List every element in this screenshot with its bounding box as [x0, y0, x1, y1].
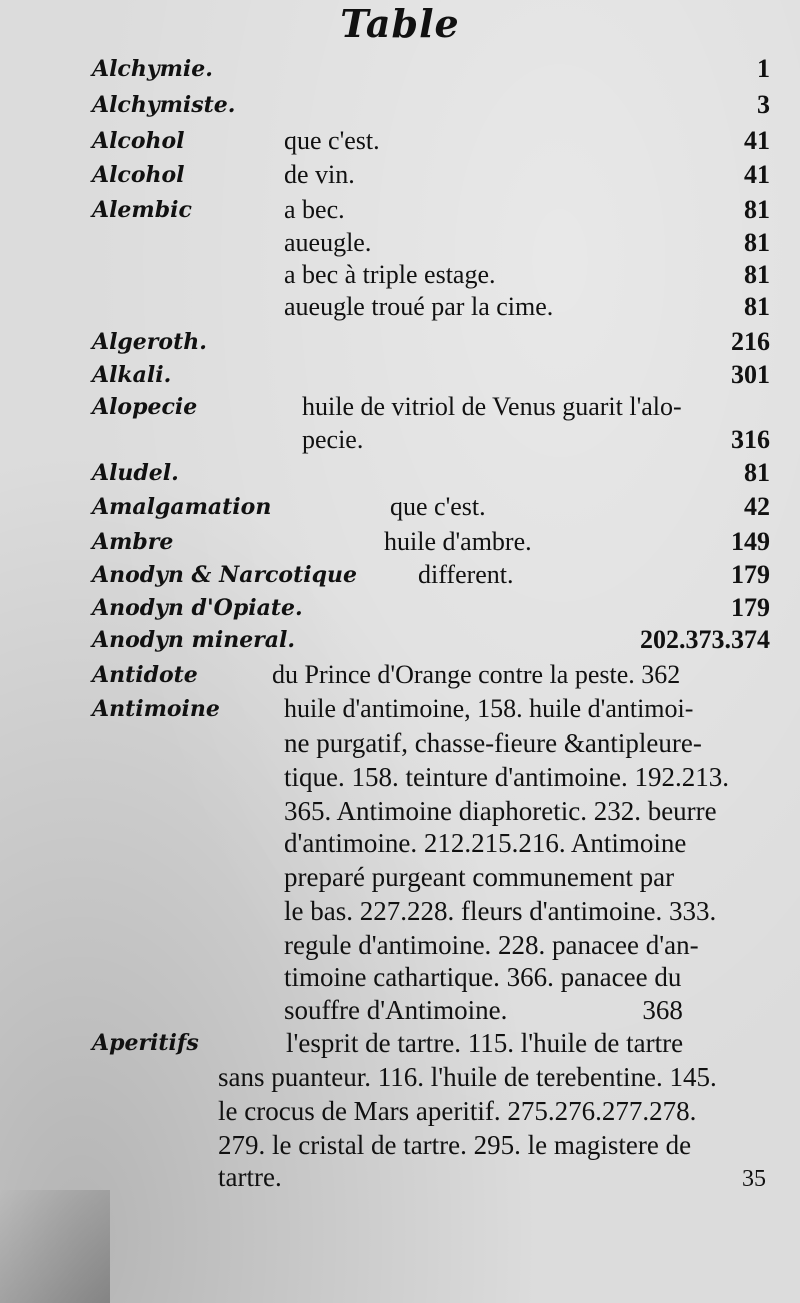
index-entry [0, 423, 800, 457]
entry-term: Antimoine [92, 696, 220, 722]
entry-term: Aperitifs [92, 1030, 199, 1056]
entry-page: 3 [757, 90, 770, 119]
entry-term: Alcohol [92, 128, 185, 154]
index-entry [0, 525, 800, 559]
index-entry [0, 88, 800, 122]
entry-desc: que c'est. [390, 492, 486, 521]
antimoine-text-line: 365. Antimoine diaphoretic. 232. beurre [284, 796, 717, 826]
entry-page: 81 [744, 260, 770, 289]
entry-page: 216 [731, 327, 770, 356]
page-header: Table [340, 1, 460, 46]
index-entry [0, 258, 800, 292]
index-entry [0, 193, 800, 227]
aperitifs-text-line: le crocus de Mars aperitif. 275.276.277.278. [218, 1096, 697, 1126]
antimoine-text-line: preparé purgeant communement par [284, 862, 675, 892]
entry-term: Alchymiste. [92, 92, 236, 118]
entry-term: Alopecie [92, 394, 198, 420]
index-entry [0, 358, 800, 392]
entry-term: Alcohol [92, 162, 185, 188]
entry-term: Ambre [92, 529, 174, 555]
index-entry [0, 290, 800, 324]
entry-desc: a bec. [284, 195, 345, 224]
entry-desc: different. [418, 560, 514, 589]
entry-page: 81 [744, 228, 770, 257]
antimoine-text-line: tique. 158. teinture d'antimoine. 192.213. [284, 762, 730, 792]
entry-term: Alembic [92, 197, 192, 223]
antimoine-text-line: le bas. 227.228. fleurs d'antimoine. 333. [284, 896, 717, 926]
antimoine-text-line: souffre d'Antimoine. 368 [284, 995, 683, 1025]
entry-page: 179 [731, 593, 770, 622]
entry-page: 316 [731, 425, 770, 454]
entry-desc: huile d'ambre. [384, 527, 532, 556]
page-folio: 35 [742, 1166, 766, 1192]
entry-desc: aueugle troué par la cime. [284, 292, 554, 321]
entry-page: 81 [744, 195, 770, 224]
aperitifs-text-line: sans puanteur. 116. l'huile de terebentine. 145. [218, 1062, 717, 1092]
aperitifs-text-line: 279. le cristal de tartre. 295. le magistere de [218, 1130, 692, 1160]
entry-desc: du Prince d'Orange contre la peste. 362 [272, 660, 681, 689]
entry-desc: a bec à triple estage. [284, 260, 496, 289]
index-entry [0, 325, 800, 359]
entry-desc: de vin. [284, 160, 355, 189]
entry-term: Amalgamation [92, 494, 272, 520]
entry-term: Algeroth. [92, 329, 207, 355]
index-entry [0, 390, 800, 424]
entry-term: Alkali. [92, 362, 172, 388]
entry-term: Anodyn & Narcotique [92, 562, 357, 588]
entry-page: 41 [744, 126, 770, 155]
index-entry [0, 158, 800, 192]
antimoine-text-line: regule d'antimoine. 228. panacee d'an- [284, 930, 699, 960]
index-entry [0, 52, 800, 86]
index-entry [0, 558, 800, 592]
index-entry [0, 124, 800, 158]
entry-term: Anodyn mineral. [92, 627, 296, 653]
antimoine-text-line: ne purgatif, chasse-fieure &antipleure- [284, 728, 702, 758]
entry-term: Alchymie. [92, 56, 213, 82]
entry-desc: huile de vitriol de Venus guarit l'alo- [302, 392, 682, 421]
entry-desc: l'esprit de tartre. 115. l'huile de tartre [286, 1028, 684, 1058]
antimoine-text-line: timoine cathartique. 366. panacee du [284, 962, 682, 992]
entry-page: 202.373.374 [640, 625, 770, 654]
index-entry [0, 658, 800, 692]
entry-term: Anodyn d'Opiate. [92, 595, 303, 621]
index-entry [0, 591, 800, 625]
index-entry [0, 226, 800, 260]
entry-desc: huile d'antimoine, 158. huile d'antimoi- [284, 694, 694, 723]
entry-term: Aludel. [92, 460, 179, 486]
entry-page: 81 [744, 292, 770, 321]
entry-term: Antidote [92, 662, 198, 688]
index-entry [0, 1026, 800, 1060]
entry-desc: pecie. [302, 425, 364, 454]
index-entry [0, 490, 800, 524]
aperitifs-text-line: tartre. [218, 1162, 282, 1192]
entry-page: 81 [744, 458, 770, 487]
entry-desc: aueugle. [284, 228, 372, 257]
entry-page: 301 [731, 360, 770, 389]
page-corner-shadow [0, 1190, 110, 1303]
entry-page: 41 [744, 160, 770, 189]
antimoine-text-line: d'antimoine. 212.215.216. Antimoine [284, 828, 687, 858]
entry-page: 149 [731, 527, 770, 556]
index-entry [0, 692, 800, 726]
index-entry [0, 456, 800, 490]
entry-page: 179 [731, 560, 770, 589]
entry-page: 1 [757, 54, 770, 83]
entry-page: 42 [744, 492, 770, 521]
entry-desc: que c'est. [284, 126, 380, 155]
index-entry [0, 623, 800, 657]
